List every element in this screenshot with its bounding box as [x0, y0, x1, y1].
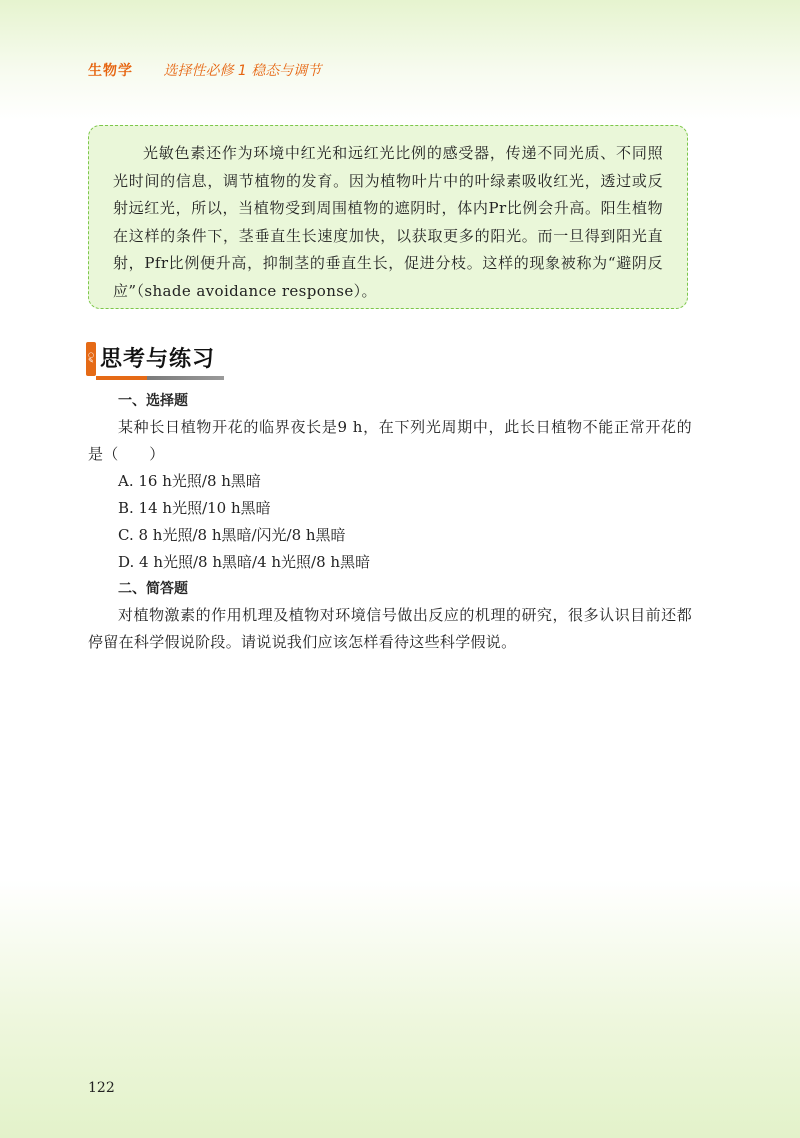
- option-b: B. 14 h光照/10 h黑暗: [118, 499, 271, 517]
- option-c: C. 8 h光照/8 h黑暗/闪光/8 h黑暗: [118, 526, 346, 544]
- page-number: 122: [88, 1080, 115, 1096]
- essay-question: 对植物激素的作用机理及植物对环境信号做出反应的机理的研究，很多认识目前还都停留在科学假说阶段。请说说我们应该怎样看待这些科学假说。: [88, 606, 692, 651]
- section-heading: [86, 340, 226, 380]
- short-answer-heading: 二、简答题: [118, 581, 188, 597]
- info-box-text: 光敏色素还作为环境中红光和远红光比例的感受器，传递不同光质、不同照光时间的信息，调节植物的发育。因为植物叶片中的叶绿素吸收红光，透过或反射远红光，所以，当植物受到周围植物的遮阴时，体内Pr比例会升高。阳生植物在这样的条件下，茎垂直生长速度加快，以获取更多的阳光。而一旦得到阳光直射，Pfr比例便升高，抑制茎的垂直生长，促进分枝。这样的现象被称为“避阴反应”（shade avoidance response）。: [113, 144, 663, 300]
- option-d: D. 4 h光照/8 h黑暗/4 h光照/8 h黑暗: [118, 553, 371, 571]
- running-header: [88, 60, 321, 80]
- info-box: [88, 125, 688, 309]
- section-tab-icon: ○ ✎: [87, 351, 95, 365]
- question-text: 某种长日植物开花的临界夜长是9 h，在下列光周期中，此长日植物不能正常开花的是（ ）: [88, 418, 692, 463]
- header-book-title: 选择性必修 1 稳态与调节: [163, 63, 322, 79]
- exercises: [88, 388, 692, 656]
- choice-heading: 一、选择题: [118, 393, 188, 409]
- header-subject: 生物学: [88, 63, 133, 79]
- section-title: 思考与练习: [100, 347, 216, 372]
- option-a: A. 16 h光照/8 h黑暗: [118, 472, 261, 490]
- section-underline: [96, 376, 224, 380]
